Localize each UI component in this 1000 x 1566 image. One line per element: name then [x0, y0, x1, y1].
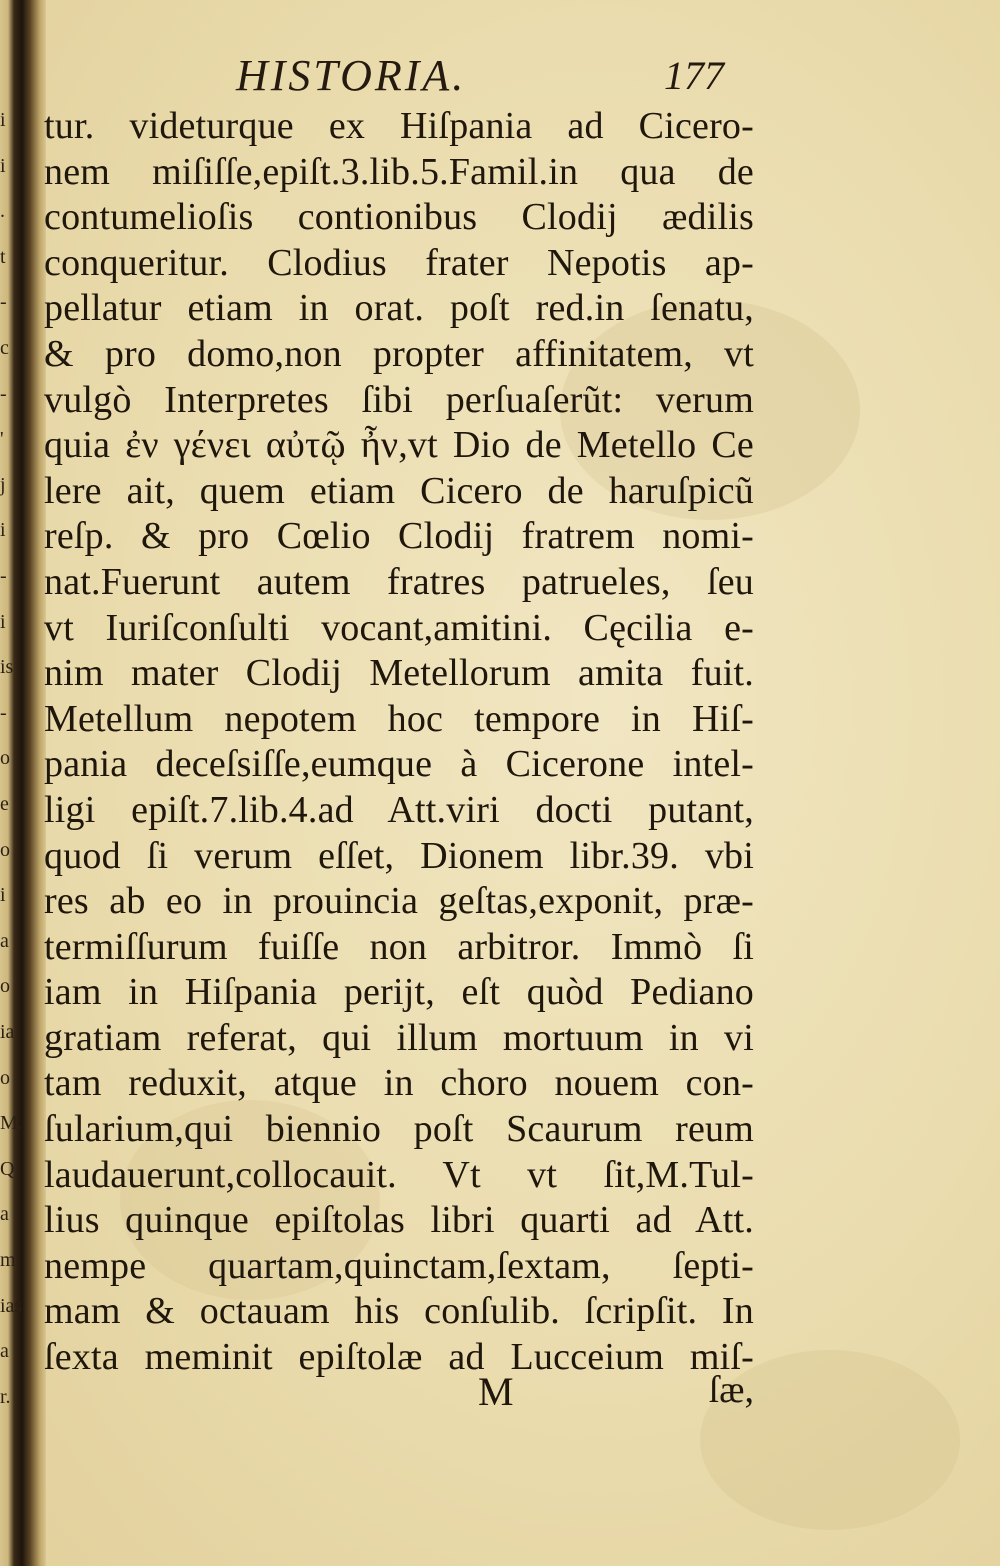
text-line: reſp. & pro Cœlio Clodij fratrem nomi-: [44, 515, 754, 558]
facing-page-fragment: ': [0, 428, 4, 451]
facing-page-fragment: is: [0, 656, 14, 679]
facing-page-fragment: t: [0, 245, 6, 268]
text-line: ligi epiſt.7.lib.4.ad Att.viri docti putant,: [44, 788, 754, 831]
text-line: & pro domo,non propter affinitatem, vt: [44, 332, 754, 375]
facing-page-fragment: i: [0, 519, 6, 542]
page-number: 177: [664, 53, 724, 98]
text-line: nempe quartam,quinctam,ſextam, ſepti-: [44, 1244, 754, 1287]
facing-page-fragment: .: [0, 200, 5, 223]
text-line: lius quinque epiſtolas libri quarti ad Att.: [44, 1199, 754, 1242]
facing-page-fragment: -: [0, 382, 7, 405]
facing-page-fragment: a: [0, 929, 9, 952]
catchword: ſæ,: [708, 1369, 754, 1411]
text-line: nim mater Clodij Metellorum amita fuit.: [44, 652, 754, 695]
text-line: termiſſurum fuiſſe non arbitror. Immò ſi: [44, 925, 754, 968]
signature-mark: M: [478, 1369, 514, 1414]
text-line: pellatur etiam in orat. poſt red.in ſenatu,: [44, 287, 754, 330]
facing-page-fragment: a: [0, 1203, 9, 1226]
text-line: quia ἐν γένει αὐτῷ ἦν,vt Dio de Metello Ce: [44, 424, 754, 467]
text-line: res ab eo in prouincia geſtas,exponit, præ-: [44, 880, 754, 923]
text-line: tur. videturque ex Hiſpania ad Cicero-: [44, 105, 754, 147]
text-line: quod ſi verum eſſet, Dionem libr.39. vbi: [44, 834, 754, 877]
text-line: nem miſiſſe,epiſt.3.lib.5.Famil.in qua de: [44, 150, 754, 193]
text-line: mam & octauam his conſulib. ſcripſit. In: [44, 1290, 754, 1333]
facing-page-fragment: o: [0, 1066, 10, 1089]
text-line: iam in Hiſpania perijt, eſt quòd Pediano: [44, 971, 754, 1014]
text-line: nat.Fuerunt autem fratres patrueles, ſeu: [44, 560, 754, 603]
facing-page-fragment: M.: [0, 1112, 23, 1135]
text-line: ſexta meminit epiſtolæ ad Lucceium miſ-: [44, 1336, 754, 1379]
facing-page-margin: [0, 0, 23, 1566]
facing-page-fragment: o: [0, 747, 10, 770]
facing-page-fragment: -: [0, 291, 7, 314]
facing-page-fragment: ia: [0, 1021, 15, 1043]
facing-page-fragment: Q: [0, 1157, 15, 1180]
text-line: laudauerunt,collocauit. Vt vt ſit,M.Tul-: [44, 1153, 754, 1196]
facing-page-fragment: i: [0, 109, 6, 131]
page-header: [0, 50, 1000, 106]
facing-page-fragment: i: [0, 610, 6, 633]
text-line: pania deceſsiſſe,eumque à Cicerone intel-: [44, 743, 754, 786]
facing-page-fragment: a: [0, 1340, 9, 1363]
text-line: gratiam referat, qui illum mortuum in vi: [44, 1016, 754, 1059]
text-line: ſularium,qui biennio poſt Scaurum reum: [44, 1108, 754, 1151]
text-line: Metellum nepotem hoc tempore in Hiſ-: [44, 697, 754, 740]
facing-page-fragment: e: [0, 793, 9, 815]
body-text: [44, 104, 754, 1381]
facing-page-fragment: i: [0, 884, 6, 907]
facing-page-fragment: -: [0, 565, 7, 587]
facing-page-fragment: j: [0, 473, 6, 496]
running-head: HISTORIA.: [236, 51, 467, 100]
text-line: lere ait, quem etiam Cicero de haruſpicũ: [44, 469, 754, 512]
text-line: vulgò Interpretes ſibi perſuaſerũt: verum: [44, 378, 754, 421]
facing-page-fragment: -: [0, 701, 7, 724]
facing-page-fragment: ias: [0, 1294, 23, 1317]
facing-page-fragment: i: [0, 154, 6, 177]
text-line: tam reduxit, atque in choro nouem con-: [44, 1062, 754, 1105]
facing-page-fragment: o: [0, 975, 10, 998]
text-line: contumelioſis contionibus Clodij ædilis: [44, 196, 754, 239]
text-line: vt Iuriſconſulti vocant,amitini. Cęcilia e-: [44, 606, 754, 649]
facing-page-fragment: c: [0, 337, 9, 359]
facing-page-fragment: r.: [0, 1385, 11, 1408]
page-footer: [44, 1368, 754, 1416]
facing-page-fragment: o: [0, 838, 10, 861]
facing-page-fragment: m: [0, 1249, 16, 1271]
text-line: conqueritur. Clodius frater Nepotis ap-: [44, 241, 754, 284]
